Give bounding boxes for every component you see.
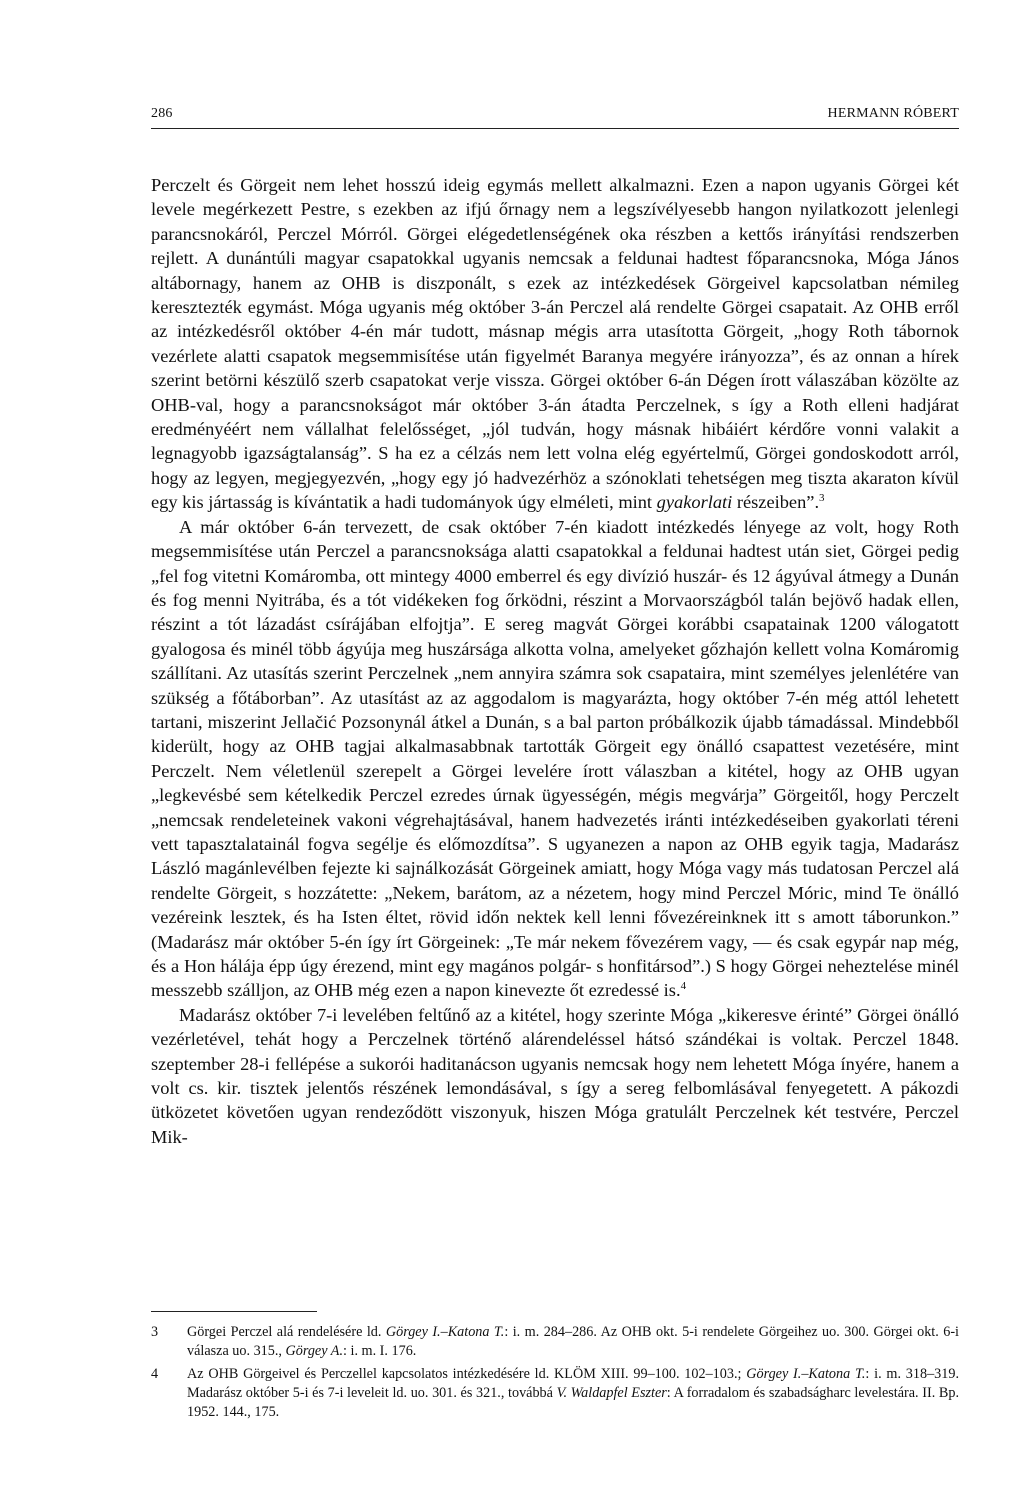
footnote-3: 3 Görgei Perczel alá rendelésére ld. Görgey I.–Katona T.: i. m. 284–286. Az OHB okt. 5-i rendelete Görgeihez uo. 300. Görgei okt. 6-i válasza uo. 315., Görgey A.: i. m. I. 176. [151, 1324, 959, 1359]
page-number: 286 [151, 106, 173, 121]
running-head-author: HERMANN RÓBERT [827, 106, 959, 121]
footnote-4: 4 Az OHB Görgeivel és Perczellel kapcsolatos intézkedésére ld. KLÖM XIII. 99–100. 102–103.; Görgey I.–Katona T.: i. m. 318–319. Madarász október 5-i és 7-i leveleit ld. uo. 301. és 321., továbbá V. Waldapfel Eszter: A forradalom és szabadságharc levelestára. II. Bp. 1952. 144., 175. [151, 1366, 960, 1420]
footnote-number: 3 [151, 1324, 159, 1340]
footnote-separator [151, 1311, 317, 1312]
paragraph-1: Perczelt és Görgeit nem lehet hosszú ideig egymás mellett alkalmazni. Ezen a napon ugyanis Görgei két levele megérkezett Pestre, s ezekben az ifjú őrnagy nem a legszívélyesebb hangon nyilatkozott jelenlegi parancsnokáról, Perczel Mórról. Görgei elégedetlenségének oka részben a kettős irányítási rendszerben rejlett. A dunántúli magyar csapatokkal ugyanis nemcsak a feldunai hadtest főparancsnoka, Móga János altábornagy, hanem az OHB is diszponált, s ezek az intézkedések Görgeivel kapcsolatban némileg keresztezték egymást. Móga ugyanis még október 3-án Perczel alá rendelte Görgei csapatait. Az OHB erről az intézkedésről október 4-én már tudott, másnap mégis arra utasította Görgeit, „hogy Roth tábornok vezérlete alatti csapatok megsemmisítése után figyelmét Baranya megyére irányozza”, és az onnan a hírek szerint betörni készülő szerb csapatokat verje vissza. Görgei október 6-án Dégen írott válaszában közölte az OHB-val, hogy a parancsnokságot már október 3-án átadta Perczelnek, s így a Roth elleni hadjárat eredményéért nem vállalhat felelősséget, „jól tudván, hogy másnak hibáiért kérdőre vonni valakit a legnagyobb igazságtalanság”. S ha ez a célzás nem lett volna elég egyértelmű, Görgei gondoskodott arról, hogy az legyen, megjegyezvén, „hogy egy jó hadvezérhöz a szónoklati tehetségen meg tiszta akaraton kívül egy kis jártasság is kívántatik a hadi tudományok úgy elméleti, mint gyakorlati részeiben”.$^3$ [151, 175, 959, 513]
footnote-ref-4: 4 [680, 980, 687, 993]
paragraph-2: A már október 6-án tervezett, de csak október 7-én kiadott intézkedés lényege az volt, hogy Roth megsemmisítése után Perczel a parancsnoksága alatti csapatokkal a feldunai hadtest után siet, Görgei pedig „fel fog vitetni Komáromba, ott mintegy 4000 emberrel és egy divízió huszár- és 12 ágyúval átmegy a Dunán és fog menni Nyitrába, és a tót vidékeken fog őrködni, részint a Morvaországból talán bejövő hadak ellen, részint a tót lázadást csírájában elfojtja”. E sereg magvát Görgei korábbi csapatainak 1200 válogatott gyalogosa és minél több ágyúja meg huszársága alkotta volna, amelyeket gőzhajón kellett volna Komáromig szállítani. Az utasítás szerint Perczelnek „nem annyira számra sok csapataira, mint személyes jelenlétére van szükség a főtáborban”. Az utasítást az az aggodalom is magyarázta, hogy október 7-én még attól lehetett tartani, miszerint Jellačić Pozsonynál átkel a Dunán, s a bal parton próbálkozik újabb támadással. Mindebből kiderült, hogy az OHB tagjai alkalmasabbnak tartották Görgeit egy önálló csapattest vezetésére, mint Perczelt. Nem véletlenül szerepelt a Görgei levelére írott válaszban a kitétel, hogy az OHB ugyan „legkevésbé sem kételkedik Perczel ezredes úrnak ügyességén, mégis megvárja” Görgeitől, hogy Perczelt „nemcsak rendeleteinek vakoni végrehajtásával, hanem hadvezetés iránti intézkedéseiben gyakorlati téreni vett tapasztalatainál fogva segélje és előmozdítsa”. S ugyanezen a napon az OHB egyik tagja, Madarász László magánlevélben fejezte ki sajnálkozását Görgeinek amiatt, hogy Móga vagy más tudatosan Perczel alá rendelte Görgeit, s hozzátette: „Nekem, barátom, az a nézetem, hogy mind Perczel Móric, mind Te önálló vezéreink lesztek, és ha Isten éltet, rövid időn nektek kell lenni fővezéreinknek itt s amott táborunkon.” (Madarász már október 5-én így írt Görgeinek: „Te már nekem fővezérem vagy, — és csak egypár nap még, és a Hon hálája épp úgy érezend, mint egy magános polgár- s honfitársod”.) S hogy Görgei neheztelése minél messzebb szálljon, az OHB még ezen a napon kinevezte őt ezredessé is.$^4$ [151, 516, 959, 1001]
book-page [151, 0, 959, 1508]
running-header [151, 104, 959, 129]
paragraph-3: Madarász október 7-i levelében feltűnő az a kitétel, hogy szerinte Móga „kikeresve érinté” Görgei önálló vezérletével, tehát hogy a Perczelnek történő alárendeléssel hátsó szándékai is voltak. Perczel 1848. szeptember 28-i fellépése a sukorói haditanácson ugyanis nemcsak hogy nem lehetett Móga ínyére, hanem a volt cs. kir. tisztek jelentős részének lemondásával, s így a sereg felbomlásával fenyegetett. A pákozdi ütközetet követően ugyan rendeződött viszonyuk, hiszen Móga gratulált Perczelnek két testvére, Perczel Mik- [151, 1004, 959, 1147]
body-text [151, 173, 959, 1149]
footnote-number: 4 [151, 1366, 159, 1382]
footnote-ref-3: 3 [819, 492, 825, 505]
footnotes [151, 1323, 959, 1426]
